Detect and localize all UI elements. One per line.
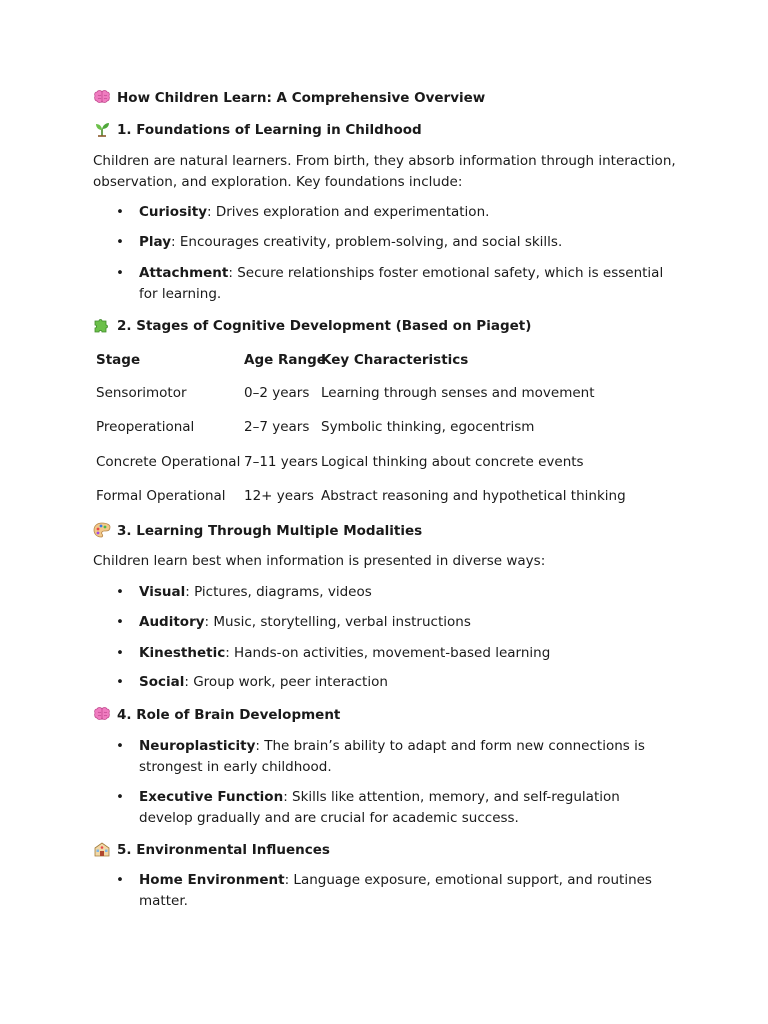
list-item: Neuroplasticity: The brain’s ability to adapt and form new connections is strongest in early childhood.: [139, 738, 645, 775]
list-item: Kinesthetic: Hands-on activities, movement-based learning: [139, 645, 551, 661]
table-cell: Symbolic thinking, egocentrism: [321, 419, 535, 435]
list-item: Executive Function: Skills like attention, memory, and self-regulation develop gradually and are crucial for academic success.: [139, 789, 620, 826]
seedling-icon: [93, 121, 111, 137]
table-cell: 2–7 years: [244, 419, 310, 435]
puzzle-icon: [93, 317, 111, 333]
section-5-title: 5. Environmental Influences: [117, 842, 330, 858]
section-1-title: 1. Foundations of Learning in Childhood: [117, 122, 422, 138]
list-item: Visual: Pictures, diagrams, videos: [139, 584, 372, 600]
section-4-title: 4. Role of Brain Development: [117, 707, 341, 723]
document-title: [93, 88, 485, 108]
list-item: Attachment: Secure relationships foster emotional safety, which is essential for learning.: [139, 265, 664, 302]
section-2-title: 2. Stages of Cognitive Development (Based on Piaget): [117, 318, 532, 334]
bullet-marker: •: [116, 674, 124, 690]
list-item: Home Environment: Language exposure, emotional support, and routines matter.: [139, 872, 652, 909]
table-cell: Sensorimotor: [96, 385, 187, 401]
palette-icon: [93, 522, 111, 538]
brain-icon: [93, 89, 111, 105]
table-cell: Concrete Operational: [96, 454, 241, 470]
bullet-marker: •: [116, 738, 124, 754]
table-cell: Logical thinking about concrete events: [321, 454, 584, 470]
section-3-title: 3. Learning Through Multiple Modalities: [117, 523, 423, 539]
table-cell: 12+ years: [244, 488, 314, 504]
brain-icon: [93, 706, 111, 722]
section-5-heading: [93, 840, 330, 860]
bullet-marker: •: [116, 234, 124, 250]
school-icon: [93, 841, 111, 857]
bullet-marker: •: [116, 789, 124, 805]
table-header-age-range: Age Range: [244, 352, 326, 368]
bullet-marker: •: [116, 584, 124, 600]
table-cell: Learning through senses and movement: [321, 385, 595, 401]
section-3-heading: [93, 521, 422, 541]
section-1-intro-line-2: observation, and exploration. Key foundations include:: [93, 174, 463, 190]
table-cell: 7–11 years: [244, 454, 318, 470]
list-item: Auditory: Music, storytelling, verbal instructions: [139, 614, 471, 630]
table-header-characteristics: Key Characteristics: [321, 352, 469, 368]
bullet-marker: •: [116, 872, 124, 888]
section-1-heading: [93, 120, 422, 140]
table-cell: Formal Operational: [96, 488, 226, 504]
section-2-heading: [93, 316, 531, 336]
section-1-intro-line-1: Children are natural learners. From birth, they absorb information through interaction,: [93, 153, 676, 169]
list-item: Curiosity: Drives exploration and experimentation.: [139, 204, 490, 220]
bullet-marker: •: [116, 614, 124, 630]
list-item: Play: Encourages creativity, problem-solving, and social skills.: [139, 234, 563, 250]
section-3-intro: Children learn best when information is presented in diverse ways:: [93, 553, 546, 569]
bullet-marker: •: [116, 204, 124, 220]
list-item: Social: Group work, peer interaction: [139, 674, 388, 690]
bullet-marker: •: [116, 265, 124, 281]
table-cell: Preoperational: [96, 419, 195, 435]
table-header-stage: Stage: [96, 352, 141, 368]
title-text: How Children Learn: A Comprehensive Overview: [117, 90, 486, 106]
table-cell: Abstract reasoning and hypothetical thinking: [321, 488, 626, 504]
table-cell: 0–2 years: [244, 385, 310, 401]
section-4-heading: [93, 705, 340, 725]
bullet-marker: •: [116, 645, 124, 661]
